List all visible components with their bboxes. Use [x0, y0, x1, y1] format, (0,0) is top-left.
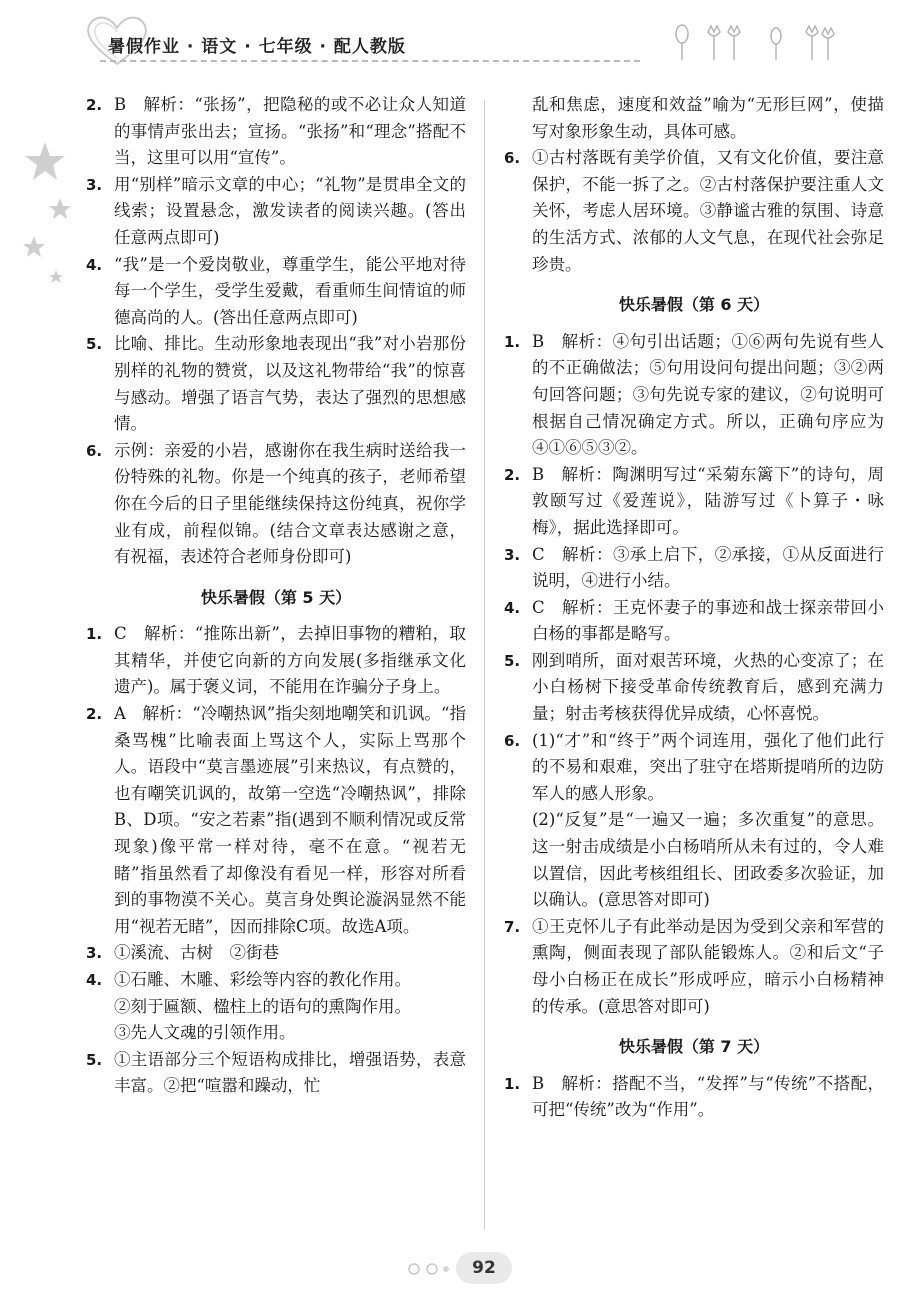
- answer-number: 2.: [86, 96, 103, 114]
- answer-number: 3.: [86, 175, 103, 194]
- answer-text: B 解析：陶渊明写过“采菊东篱下”的诗句，周敦颐写过《爱莲说》，陆游写过《卜算子・咏梅》，据此选择即可。: [532, 464, 884, 537]
- answer-line: ①石雕、木雕、彩绘等内容的教化作用。: [114, 970, 411, 989]
- answer-text: A 解析：“冷嘲热讽”指尖刻地嘲笑和讥讽。“指桑骂槐”比喻表面上骂这个人，实际上骂那个人。语段中“莫言墨迹展”引来热议，有点赞的，也有嘲笑讥讽的，故第一空选“冷嘲热讽”，排除B、D项。“安之若素”指(遇到不顺利情况或反常现象)像平常一样对待，毫不在意。“视若无睹”指虽然看了却像没有看见一样，形容对所看到的事物漠不关心。莫言身处舆论漩涡显然不能用“视若无睹”，因而排除C项。故选A项。: [114, 704, 466, 936]
- answer-text: ①古村落既有美学价值，又有文化价值，要注意保护，不能一拆了之。②古村落保护要注重人文关怀，考虑人居环境。③静谧古雅的氛围、诗意的生活方式、浓郁的人文气息，在现代社会弥足珍贵。: [532, 148, 884, 274]
- answer-item: [504, 542, 884, 595]
- answer-text: 用“别样”暗示文章的中心；“礼物”是贯串全文的线索；设置悬念，激发读者的阅读兴趣。(答出任意两点即可): [114, 174, 466, 247]
- answer-number: 6.: [504, 731, 521, 750]
- answer-item: [86, 701, 466, 940]
- answer-item: [86, 92, 466, 172]
- answer-item: [86, 621, 466, 701]
- answer-number: 5.: [86, 1050, 103, 1069]
- answer-number: 7.: [504, 917, 521, 936]
- stars-decoration-icon: [20, 140, 70, 290]
- answer-text: ①溪流、古树 ②街巷: [114, 943, 279, 963]
- answer-item: [504, 914, 884, 1020]
- answer-item: [86, 1047, 466, 1100]
- flower-decoration-icon: [672, 20, 842, 62]
- answer-text: B 解析：④句引出话题；①⑥两句先说有些人的不正确做法；⑤句用设问句提出问题；③②两句回答问题；③句先说专家的建议，②句说明可根据自己情况确定方式。所以，正确句序应为④①⑥⑤③②。: [532, 331, 884, 458]
- answer-number: 4.: [86, 971, 103, 989]
- answer-continuation: 乱和焦虑，速度和效益”喻为“无形巨网”，使描写对象形象生动，具体可感。: [532, 95, 884, 141]
- answer-item: [86, 940, 466, 967]
- section-title-day6: 快乐暑假（第 6 天）: [618, 295, 770, 315]
- answer-subpart: (2)“反复”是“一遍又一遍；多次重复”的意思。这一射击成绩是小白杨哨所从未有过的，令人难以置信，因此考核组组长、团政委多次验证，加以确认。(意思答对即可): [532, 810, 884, 910]
- answer-item: [504, 648, 884, 728]
- answer-number: 4.: [504, 598, 521, 617]
- answer-text: 刚到哨所，面对艰苦环境，火热的心变凉了；在小白杨树下接受革命传统教育后，感到充满力量；射击考核获得优异成绩，心怀喜悦。: [532, 650, 884, 724]
- answer-text: B 解析：搭配不当，“发挥”与“传统”不搭配，可把“传统”改为“作用”。: [532, 1073, 884, 1120]
- answer-number: 1.: [504, 332, 521, 351]
- answer-number: 6.: [504, 149, 521, 168]
- answer-text: 比喻、排比。生动形象地表现出“我”对小岩那份别样的礼物的赞赏，以及这礼物带给“我”的惊喜与感动。增强了语言气势，表达了强烈的思想感情。: [114, 334, 466, 434]
- answer-number: 2.: [504, 465, 521, 484]
- answer-text: C 解析：“推陈出新”，去掉旧事物的糟粕，取其精华，并使它向新的方向发展(多指继承文化遗产)。属于褒义词，不能用在诈骗分子身上。: [114, 624, 466, 697]
- answer-line: ②刻于匾额、楹柱上的语句的熏陶作用。: [114, 996, 411, 1016]
- answer-text: B 解析：“张扬”，把隐秘的或不必让众人知道的事情声张出去；宣扬。“张扬”和“理念”搭配不当，这里可以用“宣传”。: [114, 95, 466, 168]
- answer-item: [86, 252, 466, 332]
- answer-text: C 解析：③承上启下，②承接，①从反面进行说明，④进行小结。: [532, 544, 884, 591]
- answer-text: 示例：亲爱的小岩，感谢你在我生病时送给我一份特殊的礼物。你是一个纯真的孩子，老师希望你在今后的日子里能继续保持这份纯真，祝你学业有成，前程似锦。(结合文章表达感谢之意，有祝福，表述符合老师身份即可): [114, 440, 466, 567]
- answer-number: 5.: [504, 651, 521, 670]
- answer-number: 2.: [86, 705, 103, 724]
- left-column: [86, 92, 466, 1100]
- dots-decoration-icon: [406, 1262, 452, 1276]
- column-divider: [484, 100, 485, 1230]
- answer-number: 1.: [504, 1074, 521, 1093]
- right-column: [504, 92, 884, 1124]
- answer-item: [504, 329, 884, 462]
- answer-item: [504, 728, 884, 808]
- answer-item: [504, 462, 884, 542]
- answer-number: 6.: [86, 441, 103, 460]
- header-title: 暑假作业 · 语文 · 七年级 · 配人教版: [108, 37, 406, 57]
- answer-item: [504, 595, 884, 648]
- answer-number: 3.: [504, 545, 521, 564]
- header-divider: [100, 60, 640, 62]
- page-footer: [0, 1248, 900, 1296]
- section-title-day5: 快乐暑假（第 5 天）: [200, 587, 352, 607]
- answer-item: [86, 967, 466, 1047]
- answer-number: 1.: [86, 625, 103, 644]
- answer-number: 5.: [86, 335, 103, 354]
- answer-text: (1)“才”和“终于”两个词连用，强化了他们此行的不易和艰难，突出了驻守在塔斯提哨所的边防军人的感人形象。: [532, 730, 884, 803]
- answer-number: 3.: [86, 944, 103, 963]
- answer-item: [504, 145, 884, 278]
- answer-number: 4.: [86, 255, 103, 274]
- answer-item: [504, 1071, 884, 1124]
- section-title-day7: 快乐暑假（第 7 天）: [618, 1037, 770, 1057]
- page-number: 92: [456, 1252, 512, 1284]
- answer-text: ①王克怀儿子有此举动是因为受到父亲和军营的熏陶，侧面表现了部队能锻炼人。②和后文“子母小白杨正在成长”形成呼应，暗示小白杨精神的传承。(意思答对即可): [532, 916, 884, 1016]
- answer-item: [86, 172, 466, 252]
- answer-item: [86, 438, 466, 571]
- answer-text: ①主语部分三个短语构成排比，增强语势，表意丰富。②把“喧嚣和躁动，忙: [114, 1049, 466, 1096]
- answer-item: [86, 331, 466, 437]
- answer-text: C 解析：王克怀妻子的事迹和战士探亲带回小白杨的事都是略写。: [532, 597, 884, 644]
- page-header: [0, 0, 900, 80]
- answer-text: “我”是一个爱岗敬业，尊重学生，能公平地对待每一个学生，受学生爱戴，看重师生间情谊的师德高尚的人。(答出任意两点即可): [114, 254, 466, 327]
- answer-line: ③先人文魂的引领作用。: [114, 1023, 296, 1043]
